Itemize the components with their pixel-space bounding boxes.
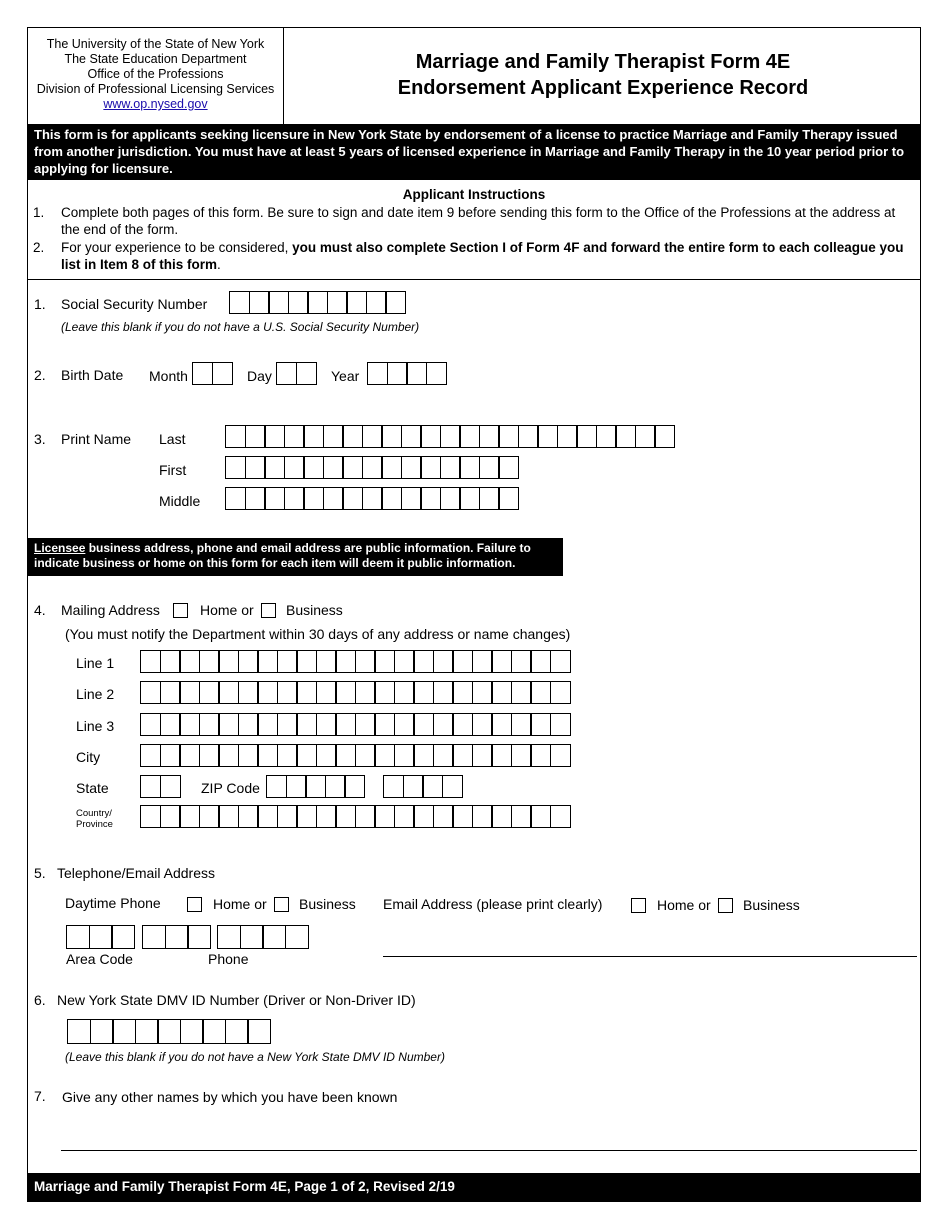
year-label: Year xyxy=(331,368,360,384)
daytime-phone-label: Daytime Phone xyxy=(65,895,161,911)
line2-label: Line 2 xyxy=(76,686,115,702)
address-line1-input[interactable] xyxy=(140,650,569,673)
middle-name-input[interactable] xyxy=(225,487,518,510)
section-divider xyxy=(28,279,921,280)
province-label: Province xyxy=(76,819,113,830)
org-line: The University of the State of New York xyxy=(46,37,265,51)
notice-text: business address, phone and email address are public information. Failure to indicate business or home on this form for each item will deem it public information. xyxy=(34,541,531,570)
other-names-input-line[interactable] xyxy=(61,1150,917,1151)
last-name-input[interactable] xyxy=(225,425,674,448)
form-title xyxy=(285,49,921,101)
country-province-input[interactable] xyxy=(140,805,569,828)
agency-block xyxy=(28,28,284,124)
q6-number: 6. xyxy=(34,992,46,1008)
q4-number: 4. xyxy=(34,602,46,618)
email-label: Email Address (please print clearly) xyxy=(383,896,603,912)
ssn-input[interactable] xyxy=(229,291,405,314)
website-link[interactable]: www.op.nysed.gov xyxy=(103,97,208,111)
phone-prefix-input[interactable] xyxy=(142,925,210,949)
print-name-label: Print Name xyxy=(61,431,132,447)
dmv-id-input[interactable] xyxy=(67,1019,270,1044)
instruction-text-plain: For your experience to be considered, xyxy=(61,240,293,255)
instruction-text-end: . xyxy=(217,257,221,272)
first-name-label: First xyxy=(159,462,187,478)
instruction-text: Complete both pages of this form. Be sure to sign and date item 9 before sending this form to the Office of the Professions at the address at the end of the form. xyxy=(61,205,896,237)
instruction-number: 2. xyxy=(33,240,45,255)
email-input-line[interactable] xyxy=(383,956,917,957)
email-business-label: Business xyxy=(743,897,800,913)
birth-month-input[interactable] xyxy=(192,362,231,385)
other-names-label: Give any other names by which you have been known xyxy=(62,1089,398,1105)
org-line: The State Education Department xyxy=(64,52,247,66)
zip-plus4-input[interactable] xyxy=(383,775,461,798)
phone-home-checkbox[interactable] xyxy=(187,897,202,912)
instructions-title: Applicant Instructions xyxy=(402,187,546,202)
telephone-email-label: Telephone/Email Address xyxy=(57,865,215,881)
intro-banner: This form is for applicants seeking licensure in New York State by endorsement of a license to practice Marriage and Family Therapy issued from another jurisdiction. You must have at least 5 years of licensed experience in Marriage and Family Therapy in the 10 year period prior to applying for licensure. xyxy=(28,124,920,180)
instruction-text-bold: you must also complete Section I of Form 4F and forward the entire form to each colleague you list in Item 8 of this form xyxy=(61,240,904,272)
day-label: Day xyxy=(247,368,272,384)
city-input[interactable] xyxy=(140,744,569,767)
instruction-number: 1. xyxy=(33,205,45,220)
mailing-business-checkbox[interactable] xyxy=(261,603,276,618)
first-name-input[interactable] xyxy=(225,456,518,479)
public-info-notice xyxy=(28,538,563,576)
country-label: Country/ xyxy=(76,808,112,819)
title-line: Marriage and Family Therapist Form 4E xyxy=(415,51,791,73)
title-line: Endorsement Applicant Experience Record xyxy=(397,77,809,99)
dmv-id-label: New York State DMV ID Number (Driver or Non-Driver ID) xyxy=(57,992,416,1008)
ssn-note: (Leave this blank if you do not have a U.S. Social Security Number) xyxy=(61,320,420,334)
city-label: City xyxy=(76,749,101,765)
notice-underlined: Licensee xyxy=(34,541,86,555)
email-home-checkbox[interactable] xyxy=(631,898,646,913)
home-label: Home or xyxy=(200,602,254,618)
email-business-checkbox[interactable] xyxy=(718,898,733,913)
phone-home-label: Home or xyxy=(213,896,267,912)
email-home-label: Home or xyxy=(657,897,711,913)
instruction-item-2 xyxy=(33,239,913,273)
org-line: Division of Professional Licensing Services xyxy=(36,82,275,96)
address-change-note: (You must notify the Department within 30 days of any address or name changes) xyxy=(65,626,571,642)
org-line: Office of the Professions xyxy=(87,67,224,81)
line1-label: Line 1 xyxy=(76,655,115,671)
q1-number: 1. xyxy=(34,296,46,312)
state-label: State xyxy=(76,780,109,796)
line3-label: Line 3 xyxy=(76,718,115,734)
area-code-input[interactable] xyxy=(66,925,134,949)
business-label: Business xyxy=(286,602,343,618)
phone-label: Phone xyxy=(208,951,249,967)
instruction-text xyxy=(61,239,913,273)
q7-number: 7. xyxy=(34,1088,46,1104)
phone-business-checkbox[interactable] xyxy=(274,897,289,912)
q2-number: 2. xyxy=(34,367,46,383)
month-label: Month xyxy=(149,368,188,384)
birth-date-label: Birth Date xyxy=(61,367,124,383)
last-name-label: Last xyxy=(159,431,186,447)
phone-line-input[interactable] xyxy=(217,925,307,949)
dmv-note: (Leave this blank if you do not have a New York State DMV ID Number) xyxy=(65,1050,445,1064)
ssn-label: Social Security Number xyxy=(61,296,208,312)
middle-name-label: Middle xyxy=(159,493,201,509)
page-footer: Marriage and Family Therapist Form 4E, Page 1 of 2, Revised 2/19 xyxy=(28,1173,920,1202)
instruction-item-1 xyxy=(33,204,913,238)
address-line2-input[interactable] xyxy=(140,681,569,704)
zip-label: ZIP Code xyxy=(201,780,260,796)
mailing-home-checkbox[interactable] xyxy=(173,603,188,618)
phone-business-label: Business xyxy=(299,896,356,912)
mailing-address-label: Mailing Address xyxy=(61,602,160,618)
birth-year-input[interactable] xyxy=(367,362,445,385)
area-code-label: Area Code xyxy=(66,951,133,967)
q3-number: 3. xyxy=(34,431,46,447)
address-line3-input[interactable] xyxy=(140,713,569,736)
birth-day-input[interactable] xyxy=(276,362,315,385)
q5-number: 5. xyxy=(34,865,46,881)
state-input[interactable] xyxy=(140,775,179,798)
zip-input[interactable] xyxy=(266,775,364,798)
